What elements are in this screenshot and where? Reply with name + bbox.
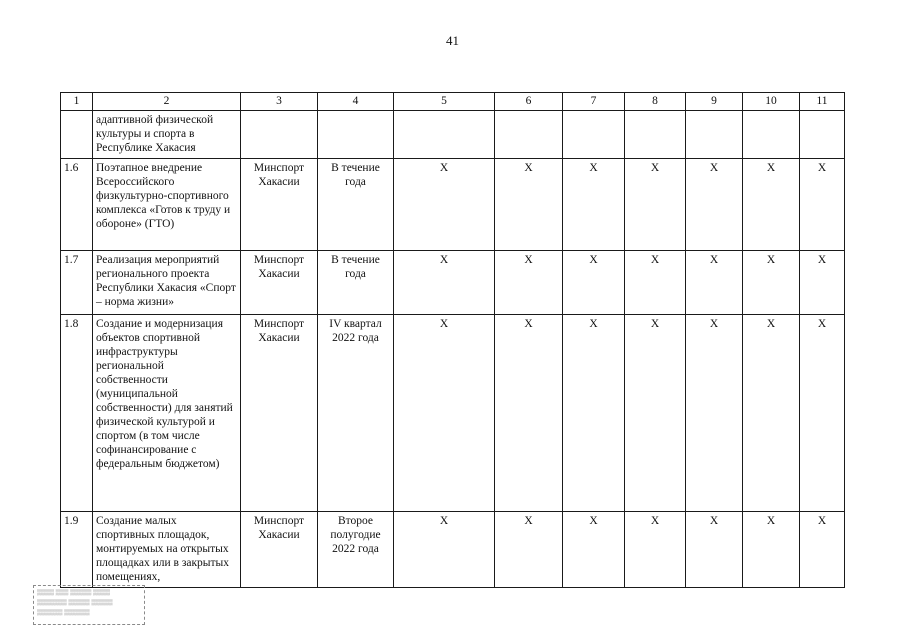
mark-cell: [563, 111, 625, 159]
table-row: [61, 315, 845, 512]
period: В течение года: [318, 159, 394, 251]
activity-name: Создание и модернизация объектов спортивной инфраструктуры региональной собственности (муниципальной собственности) для занятий физической культурой и спортом (в том числе софинансирование с федеральным бюджетом): [93, 315, 241, 512]
mark-cell: Х: [625, 315, 686, 512]
column-header: 10: [743, 93, 800, 111]
header-row: [61, 93, 845, 111]
mark-cell: Х: [686, 315, 743, 512]
column-header: 7: [563, 93, 625, 111]
row-number: 1.9: [61, 512, 93, 588]
mark-cell: Х: [743, 512, 800, 588]
mark-cell: Х: [394, 159, 495, 251]
mark-cell: Х: [625, 512, 686, 588]
activity-name: Реализация мероприятий регионального проекта Республики Хакасия «Спорт – норма жизни»: [93, 251, 241, 315]
executor: Минспорт Хакасии: [241, 512, 318, 588]
mark-cell: Х: [800, 512, 845, 588]
column-header: 3: [241, 93, 318, 111]
column-header: 11: [800, 93, 845, 111]
mark-cell: Х: [495, 159, 563, 251]
row-number: 1.8: [61, 315, 93, 512]
activity-name: Поэтапное внедрение Всероссийского физкультурно-спортивного комплекса «Готов к труду и обороне» (ГТО): [93, 159, 241, 251]
executor: [241, 111, 318, 159]
mark-cell: Х: [625, 251, 686, 315]
mark-cell: Х: [743, 159, 800, 251]
mark-cell: Х: [800, 159, 845, 251]
column-header: 6: [495, 93, 563, 111]
period: [318, 111, 394, 159]
stamp-line: ▒▒▒▒▒▒ ▒▒▒▒▒▒: [37, 610, 90, 616]
mark-cell: Х: [563, 251, 625, 315]
mark-cell: Х: [495, 251, 563, 315]
column-header: 2: [93, 93, 241, 111]
table-row: [61, 159, 845, 251]
electronic-document-stamp: [33, 585, 145, 625]
column-header: 1: [61, 93, 93, 111]
mark-cell: [686, 111, 743, 159]
mark-cell: [625, 111, 686, 159]
mark-cell: Х: [686, 512, 743, 588]
executor: Минспорт Хакасии: [241, 159, 318, 251]
mark-cell: [743, 111, 800, 159]
activity-name: Создание малых спортивных площадок, монтируемых на открытых площадках или в закрытых помещениях,: [93, 512, 241, 588]
page-number: 41: [446, 33, 459, 48]
mark-cell: Х: [495, 315, 563, 512]
column-header: 8: [625, 93, 686, 111]
period: В течение года: [318, 251, 394, 315]
table-row: [61, 512, 845, 588]
executor: Минспорт Хакасии: [241, 251, 318, 315]
table-row: [61, 251, 845, 315]
mark-cell: Х: [563, 315, 625, 512]
mark-cell: [394, 111, 495, 159]
mark-cell: Х: [800, 251, 845, 315]
mark-cell: Х: [743, 251, 800, 315]
column-header: 4: [318, 93, 394, 111]
mark-cell: Х: [800, 315, 845, 512]
mark-cell: Х: [394, 512, 495, 588]
executor: Минспорт Хакасии: [241, 315, 318, 512]
mark-cell: [800, 111, 845, 159]
mark-cell: Х: [686, 159, 743, 251]
row-number: 1.6: [61, 159, 93, 251]
stamp-line: ▒▒▒▒ ▒▒▒ ▒▒▒▒▒ ▒▒▒▒: [37, 590, 111, 596]
column-header: 5: [394, 93, 495, 111]
mark-cell: Х: [563, 512, 625, 588]
period: Второе полугодие 2022 года: [318, 512, 394, 588]
period: IV квартал 2022 года: [318, 315, 394, 512]
mark-cell: Х: [686, 251, 743, 315]
mark-cell: Х: [495, 512, 563, 588]
row-number: [61, 111, 93, 159]
mark-cell: Х: [563, 159, 625, 251]
activity-name: адаптивной физической культуры и спорта в Республике Хакасия: [93, 111, 241, 159]
row-number: 1.7: [61, 251, 93, 315]
mark-cell: [495, 111, 563, 159]
stamp-line: ▒▒▒▒▒▒▒ ▒▒▒▒▒ ▒▒▒▒▒: [37, 600, 113, 606]
mark-cell: Х: [625, 159, 686, 251]
plan-table: [60, 92, 845, 588]
mark-cell: Х: [394, 251, 495, 315]
table-row: [61, 111, 845, 159]
mark-cell: Х: [743, 315, 800, 512]
mark-cell: Х: [394, 315, 495, 512]
column-header: 9: [686, 93, 743, 111]
